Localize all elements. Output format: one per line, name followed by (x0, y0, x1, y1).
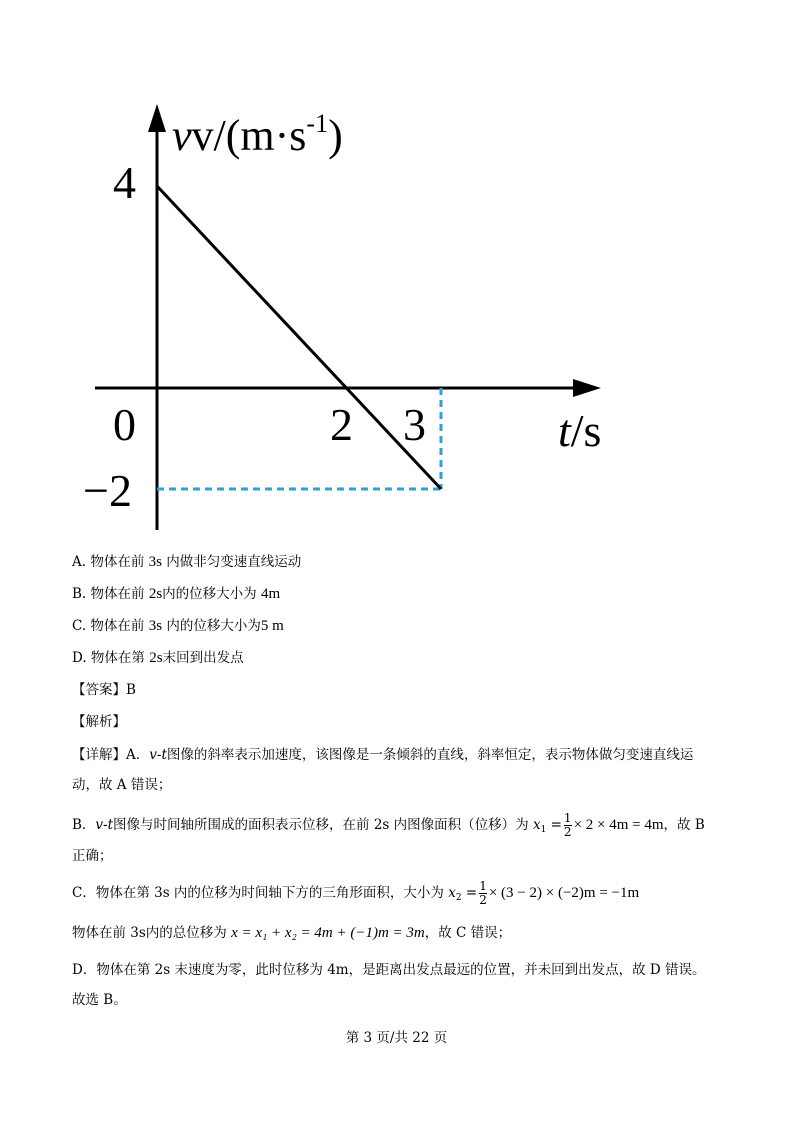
page-footer: 第 3 页/共 22 页 (345, 1030, 448, 1046)
option-b: B. 物体在前 2s内的位移大小为 4m (72, 586, 281, 602)
tick-label-vm2: −2 (83, 465, 132, 516)
analysis-heading: 【解析】 (72, 714, 126, 730)
detail-c-line2: 物体在前 3s内的总位移为 x = x₁ + x₂ = 4m + (−1)m = 3m，故 C 错误； (72, 925, 512, 941)
v-axis-arrow (148, 104, 166, 132)
detail-d-line1: D．物体在第 2s 末速度为零，此时位移为 4m，是距离出发点最远的位置，并未回到出发点，故 D 错误。 (72, 962, 706, 978)
detail-c-line1: C．物体在第 3s 内的位移为时间轴下方的三角形面积，大小为 $x_2$ = $\frac{1}{2}$ × (3 − 2) × (−2)m = −1m (72, 879, 640, 907)
answer: 【答案】B (72, 682, 136, 698)
detail-b-line2: 正确； (72, 848, 113, 864)
vt-line (157, 186, 441, 489)
fraction-half: $\frac{1}{2}$ (563, 811, 572, 839)
tick-label-v4: 4 (113, 157, 136, 208)
conclusion: 故选 B。 (72, 992, 127, 1008)
t-axis-arrow (573, 379, 601, 397)
option-a: A. 物体在前 3s 内做非匀变速直线运动 (72, 554, 302, 570)
fraction-half: $\frac{1}{2}$ (479, 879, 487, 907)
y-axis-label: $vv/(m\cdot s^{-1})$ (172, 109, 343, 160)
x-axis-label: t/s (558, 405, 602, 456)
tick-label-t3: 3 (403, 399, 426, 450)
detail-a-line1: 【详解】A．v-t图像的斜率表示加速度，该图像是一条倾斜的直线，斜率恒定，表示物体做匀变速直线运 (72, 747, 694, 763)
detail-b-line1: B．v-t图像与时间轴所围成的面积表示位移，在前 2s 内图像面积（位移）为 $x_1$ = $\frac{1}{2}$ × 2 × 4m = 4m，故 B (72, 811, 705, 839)
tick-label-origin: 0 (113, 399, 136, 450)
option-d: D. 物体在第 2s末回到出发点 (72, 650, 244, 666)
detail-a-line2: 动，故 A 错误； (72, 777, 172, 793)
tick-label-t2: 2 (330, 399, 353, 450)
velocity-time-graph (0, 0, 793, 540)
option-c: C. 物体在前 3s 内的位移大小为5 m (72, 618, 284, 634)
